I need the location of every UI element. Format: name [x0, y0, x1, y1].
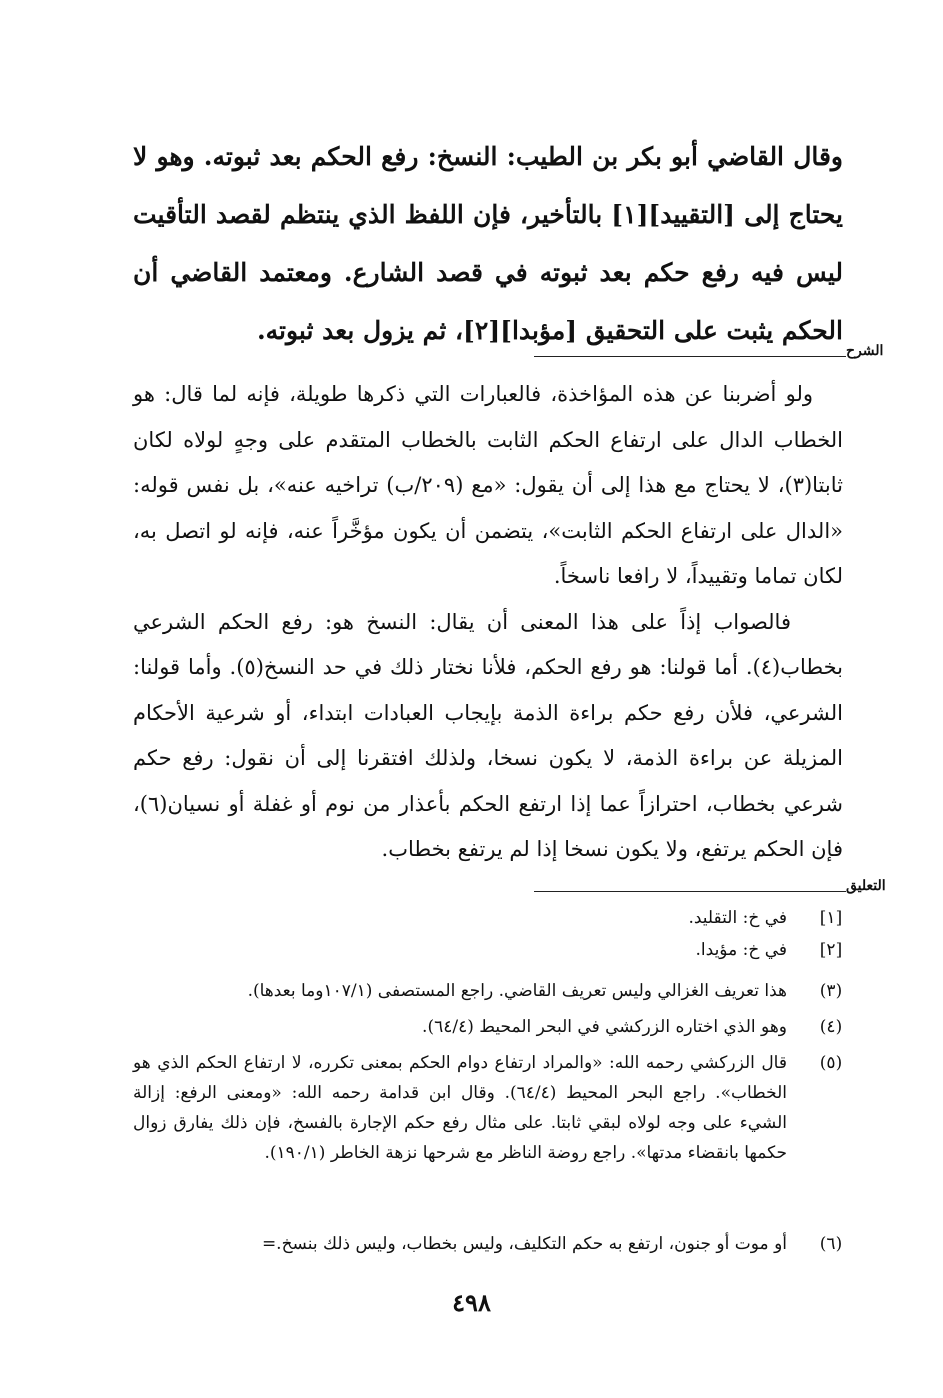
- footnote-2: [133, 935, 851, 965]
- footnote-text: قال الزركشي رحمه الله: «والمراد ارتفاع دوام الحكم بمعنى تكرره، لا ارتفاع الحكم الذي هو الخطاب». راجع البحر المحيط (٦٤/٤). وقال ابن قدامة رحمه الله: «ومعنى الرفع: إزالة الشيء على وجه لولاه لبقي ثابتا. على مثال رفع حكم الإجارة بالفسخ، فإن ذلك يفارق زوال حكمها بانقضاء مدتها». راجع روضة الناظر مع شرحها نزهة الخاطر (١٩٠/١).: [133, 1053, 787, 1163]
- taliq-label: التعليق: [846, 878, 886, 894]
- taliq-separator-line: [534, 891, 846, 892]
- page-number: ٤٩٨: [452, 1288, 491, 1317]
- sharh-text: [133, 372, 843, 873]
- sharh-paragraph-1: ولو أضربنا عن هذه المؤاخذة، فالعبارات التي ذكرها طويلة، فإنه لما قال: هو الخطاب الدال على ارتفاع الحكم الثابت بالخطاب المتقدم على وجهٍ لولاه لكان ثابتا(٣)، لا يحتاج مع هذا إلى أن يقول: «مع (٢٠٩/ب) تراخيه عنه»، بل نفس قوله: «الدال على ارتفاع الحكم الثابت»، يتضمن أن يكون مؤخَّراً عنه، فإنه لو اتصل به، لكان تماما وتقييداً، لا رافعا ناسخاً.: [133, 382, 843, 588]
- footnote-text: وهو الذي اختاره الزركشي في البحر المحيط (٦٤/٤).: [422, 1017, 787, 1037]
- footnote-text: في خ: مؤيدا.: [695, 940, 787, 960]
- matn-text: وقال القاضي أبو بكر بن الطيب: النسخ: رفع الحكم بعد ثبوته. وهو لا يحتاج إلى [التقييد][١] بالتأخير، فإن اللفظ الذي ينتظم لقصد التأقيت ليس فيه رفع حكم بعد ثبوته في قصد الشارع. ومعتمد القاضي أن الحكم يثبت على التحقيق [مؤبدا][٢]، ثم يزول بعد ثبوته.: [133, 142, 843, 345]
- footnote-text: أو موت أو جنون، ارتفع به حكم التكليف، وليس بخطاب، وليس ذلك بنسخ.=: [261, 1234, 787, 1254]
- footnote-marker: (٥): [819, 1053, 843, 1073]
- footnote-marker: (٦): [819, 1234, 843, 1254]
- footnote-4: [133, 1012, 851, 1042]
- footnote-marker: (٤): [819, 1017, 843, 1037]
- sharh-label: الشرح: [846, 343, 884, 359]
- footnote-marker: [١]: [819, 908, 843, 928]
- sharh-separator-line: [534, 356, 846, 357]
- footnote-marker: (٣): [819, 981, 843, 1001]
- footnote-1: [133, 903, 851, 933]
- footnote-6: [133, 1229, 851, 1259]
- footnote-text: هذا تعريف الغزالي وليس تعريف القاضي. راجع المستصفى (١٠٧/١وما بعدها).: [247, 981, 787, 1001]
- sharh-paragraph-2: فالصواب إذاً على هذا المعنى أن يقال: النسخ هو: رفع الحكم الشرعي بخطاب(٤). أما قولنا: هو رفع الحكم، فلأنا نختار ذلك في حد النسخ(٥). وأما قولنا: الشرعي، فلأن رفع حكم براءة الذمة بإيجاب العبادات ابتداء، أو شرعية الأحكام المزيلة عن براءة الذمة، لا يكون نسخا، ولذلك افتقرنا إلى أن نقول: رفع حكم شرعي بخطاب، احترازاً عما إذا ارتفع الحكم بأعذار من نوم أو غفلة أو نسيان(٦)، فإن الحكم يرتفع، ولا يكون نسخا إذا لم يرتفع بخطاب.: [133, 609, 844, 861]
- footnote-5: [133, 1048, 851, 1168]
- footnote-3: [133, 976, 851, 1006]
- footnote-text: في خ: التقليد.: [688, 908, 787, 928]
- footnote-marker: [٢]: [819, 940, 843, 960]
